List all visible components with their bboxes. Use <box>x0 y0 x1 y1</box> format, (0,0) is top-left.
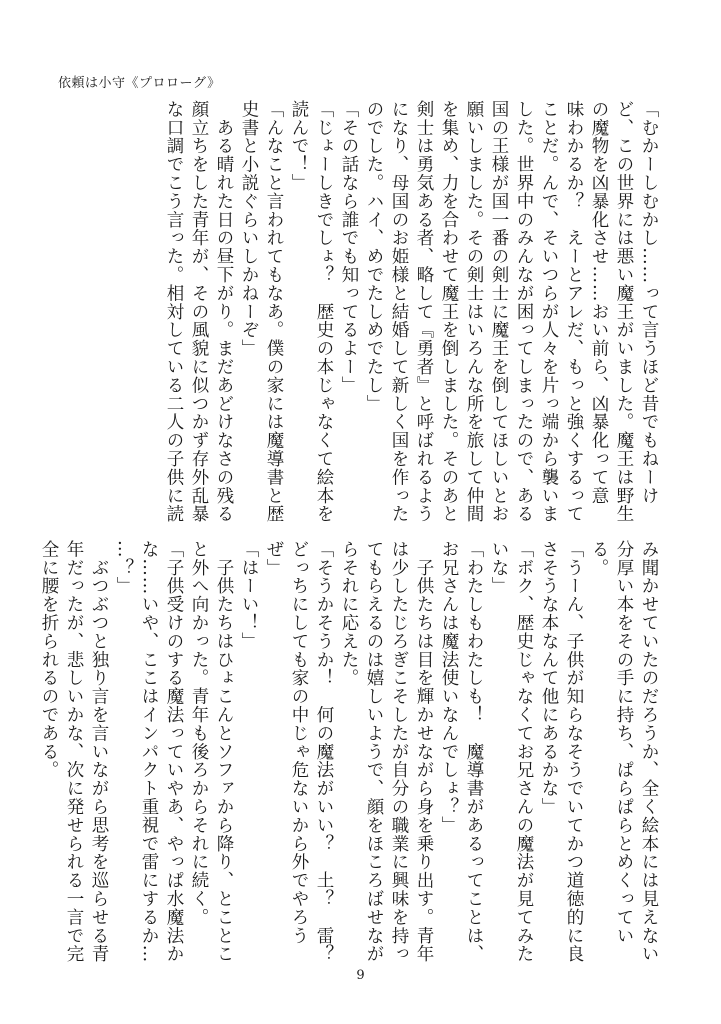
text-line: どっちにしても家の中じゃ危ないから外でやろう <box>289 540 309 945</box>
text-line: 「はーい！」 <box>239 540 259 651</box>
text-line: 「じょーしきでしょ？ 歴史の本じゃなくて絵本を <box>314 100 334 524</box>
text-line: てもらえるのは嬉しいようで、顔をほころばせなが <box>364 540 384 964</box>
text-line: 「その話なら誰でも知ってるよー」 <box>339 100 359 395</box>
text-line: ことだ。んで、そいつらが人々を片っ端から襲いま <box>539 100 559 524</box>
text-line: 顔立ちをした青年が、その風貌に似つかず存外乱暴 <box>189 100 209 524</box>
page-number: 9 <box>356 968 365 983</box>
text-line: 「子供受けのする魔法っていやあ、やっぱ水魔法か <box>164 540 184 964</box>
text-line: らそれに応えた。 <box>339 540 359 688</box>
text-line: 子供たちはひょこんとソファから降り、とことこ <box>214 540 234 964</box>
text-line: ぜ」 <box>264 540 284 577</box>
text-line: ある晴れた日の昼下がり。まだあどけなさの残る <box>214 100 234 524</box>
text-line: は少したじろぎこそしたが自分の職業に興味を持っ <box>389 540 409 964</box>
text-line: 「そうかそうか！ 何の魔法がいい？ 土？ 雷？ <box>314 540 334 964</box>
text-line: を集め、力を合わせて魔王を倒しました。そのあと <box>439 100 459 524</box>
text-line: …？」 <box>114 540 134 596</box>
text-line: 「むかーしむかし……って言うほど昔でもねーけ <box>639 100 659 505</box>
text-line: になり、母国のお姫様と結婚して新しく国を作った <box>389 100 409 524</box>
text-line: 全に腰を折られるのである。 <box>39 540 59 780</box>
text-line: した。世界中のみんなが困ってしまったので、ある <box>514 100 534 524</box>
text-line: ど、この世界には悪い魔王がいました。魔王は野生 <box>614 100 634 524</box>
body-text-lower <box>36 540 661 964</box>
text-line: さそうな本なんて他にあるかな」 <box>539 540 559 816</box>
text-line: 子供たちは目を輝かせながら身を乗り出す。青年 <box>414 540 434 964</box>
text-line: 読んで！」 <box>289 100 309 192</box>
text-line: いな」 <box>489 540 509 596</box>
text-line: 分厚い本をその手に持ち、ぱらぱらとめくってい <box>614 540 634 945</box>
text-line: 願いしました。その剣士はいろんな所を旅して仲間 <box>464 100 484 524</box>
text-line: 「わたしもわたしも！ 魔導書があるってことは、 <box>464 540 484 964</box>
text-line: と外へ向かった。青年も後ろからそれに続く。 <box>189 540 209 927</box>
text-line: る。 <box>589 540 609 577</box>
body-text-upper <box>161 100 661 524</box>
text-line: お兄さんは魔法使いなんでしょ？」 <box>439 540 459 835</box>
text-line: ぶつぶつと独り言を言いながら思考を巡らせる青 <box>89 540 109 964</box>
text-line: の魔物を凶暴化させ……おい前ら、凶暴化って意 <box>589 100 609 505</box>
text-line: み聞かせていたのだろうか、全く絵本には見えない <box>639 540 659 964</box>
text-line: 「うーん、子供が知らなそうでいてかつ道徳的に良 <box>564 540 584 964</box>
text-line: 史書と小説ぐらいしかねーぞ」 <box>239 100 259 358</box>
running-title: 依頼は小守《プロローグ》 <box>58 76 221 91</box>
text-line: のでした。ハイ、めでたしめでたし」 <box>364 100 384 413</box>
text-line: 味わかるか？ えーとアレだ、もっと強くするって <box>564 100 584 524</box>
text-line: な……いや、ここはインパクト重視で雷にするか… <box>139 540 159 964</box>
text-line: 国の王様が国一番の剣士に魔王を倒してほしいとお <box>489 100 509 524</box>
text-line: な口調でこう言った。相対している二人の子供に読 <box>164 100 184 524</box>
text-line: 年だったが、悲しいかな、次に発せられる一言で完 <box>64 540 84 964</box>
text-line: 「んなこと言われてもなあ。僕の家には魔導書と歴 <box>264 100 284 524</box>
text-line: 剣士は勇気ある者、略して『勇者』と呼ばれるよう <box>414 100 434 524</box>
text-line: 「ボク、歴史じゃなくてお兄さんの魔法が見てみた <box>514 540 534 964</box>
